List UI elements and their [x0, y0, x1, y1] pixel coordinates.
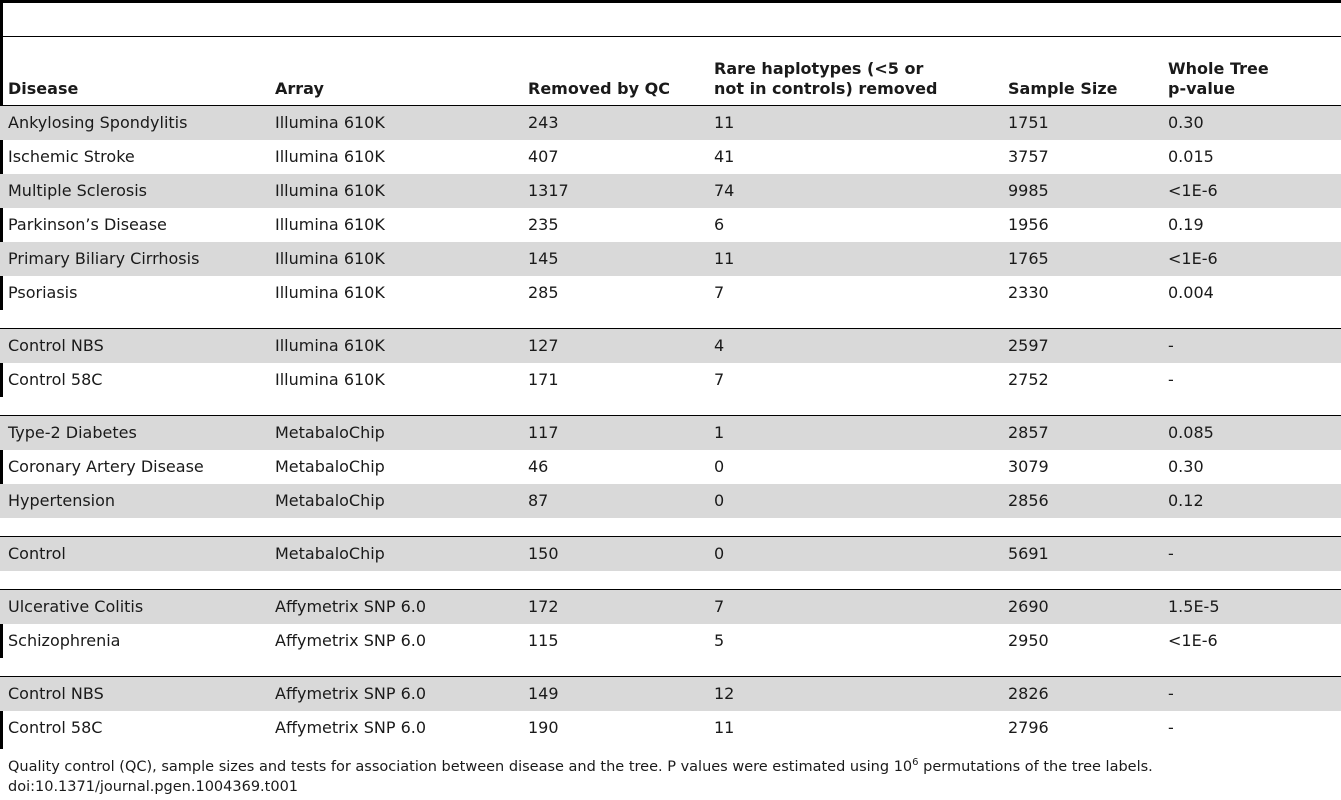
table-row [0, 106, 1341, 141]
cell-array: Illumina 610K [267, 329, 520, 363]
header-pvalue-line1: Whole Tree [1168, 59, 1269, 78]
table-row [0, 174, 1341, 208]
cell-removed-qc: 150 [520, 537, 706, 571]
cell-rare-removed: 7 [706, 590, 1000, 624]
group-spacer [0, 310, 1341, 329]
cell-disease: Hypertension [0, 484, 267, 518]
cell-sample-size: 2950 [1008, 631, 1049, 650]
cell-disease: Ischemic Stroke [8, 147, 135, 166]
cell-p-value: - [1168, 718, 1174, 737]
cell-removed-qc: 87 [520, 484, 706, 518]
cell-array: Illumina 610K [267, 242, 520, 276]
cell-rare-removed: 74 [706, 174, 1000, 208]
header-disease: Disease [0, 37, 267, 106]
header-pvalue-line2: p-value [1168, 79, 1236, 98]
cell-sample-size: 2856 [1000, 484, 1160, 518]
table-row [0, 484, 1341, 518]
header-p-value [1160, 37, 1341, 106]
cell-array: Affymetrix SNP 6.0 [275, 631, 427, 650]
table-row [0, 329, 1341, 363]
cell-sample-size: 1765 [1000, 242, 1160, 276]
cell-rare-removed: 7 [714, 370, 725, 389]
cell-rare-removed: 6 [714, 215, 725, 234]
cell-rare-removed: 1 [706, 416, 1000, 450]
cell-rare-removed: 11 [714, 718, 735, 737]
cell-disease: Primary Biliary Cirrhosis [0, 242, 267, 276]
table-row [0, 208, 1341, 242]
doi-text: doi:10.1371/journal.pgen.1004369.t001 [8, 779, 299, 795]
cell-disease: Control NBS [0, 677, 267, 711]
cell-removed-qc: 127 [520, 329, 706, 363]
cell-removed-qc: 115 [528, 631, 559, 650]
table-row [0, 416, 1341, 450]
cell-array: Illumina 610K [275, 147, 385, 166]
cell-array: MetabaloChip [275, 457, 385, 476]
cell-removed-qc: 407 [528, 147, 559, 166]
cell-rare-removed: 7 [714, 283, 725, 302]
cell-p-value: 0.30 [1168, 457, 1204, 476]
cell-sample-size: 3757 [1008, 147, 1049, 166]
cell-removed-qc: 190 [528, 718, 559, 737]
cell-rare-removed: 11 [706, 242, 1000, 276]
cell-p-value: 0.004 [1168, 283, 1214, 302]
cell-removed-qc: 171 [528, 370, 559, 389]
cell-sample-size: 2330 [1008, 283, 1049, 302]
cell-disease: Control NBS [0, 329, 267, 363]
header-rare-line1: Rare haplotypes (<5 or [714, 59, 924, 78]
cell-p-value: <1E-6 [1160, 174, 1341, 208]
group-spacer [0, 571, 1341, 590]
table-row [0, 242, 1341, 276]
cell-array: Illumina 610K [275, 370, 385, 389]
header-array: Array [267, 37, 520, 106]
group-spacer [0, 518, 1341, 537]
table-row [0, 590, 1341, 624]
cell-sample-size: 2690 [1000, 590, 1160, 624]
cell-sample-size: 2826 [1000, 677, 1160, 711]
cell-p-value: 0.015 [1168, 147, 1214, 166]
cell-disease: Psoriasis [8, 283, 78, 302]
table-row [0, 363, 1341, 397]
cell-rare-removed: 11 [706, 106, 1000, 141]
cell-sample-size: 3079 [1008, 457, 1049, 476]
cell-removed-qc: 285 [528, 283, 559, 302]
cell-p-value: 0.19 [1168, 215, 1204, 234]
cell-array: Illumina 610K [267, 106, 520, 141]
table-body [0, 106, 1341, 746]
cell-p-value: - [1160, 329, 1341, 363]
group-spacer-cell [0, 571, 1341, 590]
cell-array: Illumina 610K [267, 174, 520, 208]
results-table [0, 36, 1341, 745]
cell-removed-qc: 46 [528, 457, 549, 476]
table-row [0, 677, 1341, 711]
caption-exponent: 6 [912, 757, 919, 769]
table-row [0, 537, 1341, 571]
header-sample-size: Sample Size [1000, 37, 1160, 106]
cell-rare-removed: 41 [714, 147, 735, 166]
cell-p-value: <1E-6 [1160, 242, 1341, 276]
top-border [0, 0, 1341, 3]
table-row [0, 624, 1341, 658]
cell-removed-qc: 243 [520, 106, 706, 141]
cell-sample-size: 2597 [1000, 329, 1160, 363]
cell-disease: Coronary Artery Disease [8, 457, 204, 476]
cell-p-value: - [1160, 537, 1341, 571]
cell-array: Illumina 610K [275, 215, 385, 234]
cell-p-value: <1E-6 [1168, 631, 1218, 650]
cell-removed-qc: 172 [520, 590, 706, 624]
table-row [0, 711, 1341, 745]
cell-sample-size: 1956 [1008, 215, 1049, 234]
cell-sample-size: 2857 [1000, 416, 1160, 450]
cell-removed-qc: 145 [520, 242, 706, 276]
cell-removed-qc: 235 [528, 215, 559, 234]
cell-rare-removed: 0 [714, 457, 725, 476]
cell-disease: Control 58C [8, 718, 103, 737]
group-spacer-cell [0, 658, 1341, 677]
caption-text-start: Quality control (QC), sample sizes and tests for association between disease and the tree. P values were estimated using 10 [8, 759, 913, 775]
cell-disease: Type-2 Diabetes [0, 416, 267, 450]
cell-sample-size: 2796 [1008, 718, 1049, 737]
group-spacer-cell [0, 310, 1341, 329]
cell-p-value: - [1160, 677, 1341, 711]
cell-array: Affymetrix SNP 6.0 [267, 590, 520, 624]
cell-p-value: 0.085 [1160, 416, 1341, 450]
cell-array: Illumina 610K [275, 283, 385, 302]
header-removed-qc: Removed by QC [520, 37, 706, 106]
cell-removed-qc: 149 [520, 677, 706, 711]
cell-disease: Ulcerative Colitis [0, 590, 267, 624]
cell-disease: Control 58C [8, 370, 103, 389]
cell-array: Affymetrix SNP 6.0 [275, 718, 427, 737]
caption-text [8, 757, 1153, 777]
cell-sample-size: 2752 [1008, 370, 1049, 389]
cell-rare-removed: 0 [706, 537, 1000, 571]
cell-disease: Parkinson’s Disease [8, 215, 167, 234]
cell-p-value: - [1168, 370, 1174, 389]
group-spacer [0, 658, 1341, 677]
cell-rare-removed: 12 [706, 677, 1000, 711]
cell-rare-removed: 5 [714, 631, 725, 650]
header-row [0, 37, 1341, 106]
cell-array: MetabaloChip [267, 416, 520, 450]
caption-text-end: permutations of the tree labels. [918, 759, 1153, 775]
cell-p-value: 0.12 [1160, 484, 1341, 518]
table-row [0, 140, 1341, 174]
cell-array: MetabaloChip [267, 537, 520, 571]
cell-sample-size: 1751 [1000, 106, 1160, 141]
group-spacer-cell [0, 397, 1341, 416]
cell-rare-removed: 0 [706, 484, 1000, 518]
cell-array: Affymetrix SNP 6.0 [267, 677, 520, 711]
cell-disease: Multiple Sclerosis [0, 174, 267, 208]
cell-rare-removed: 4 [706, 329, 1000, 363]
cell-disease: Schizophrenia [8, 631, 121, 650]
group-spacer-cell [0, 518, 1341, 537]
cell-removed-qc: 1317 [520, 174, 706, 208]
table-row [0, 450, 1341, 484]
cell-removed-qc: 117 [520, 416, 706, 450]
table-row [0, 276, 1341, 310]
header-rare-haplotypes [706, 37, 1000, 106]
cell-disease: Ankylosing Spondylitis [0, 106, 267, 141]
group-spacer [0, 397, 1341, 416]
cell-disease: Control [0, 537, 267, 571]
cell-sample-size: 9985 [1000, 174, 1160, 208]
cell-array: MetabaloChip [267, 484, 520, 518]
cell-p-value: 1.5E-5 [1160, 590, 1341, 624]
table-caption [8, 757, 1153, 797]
header-rare-line2: not in controls) removed [714, 79, 938, 98]
cell-p-value: 0.30 [1160, 106, 1341, 141]
cell-sample-size: 5691 [1000, 537, 1160, 571]
